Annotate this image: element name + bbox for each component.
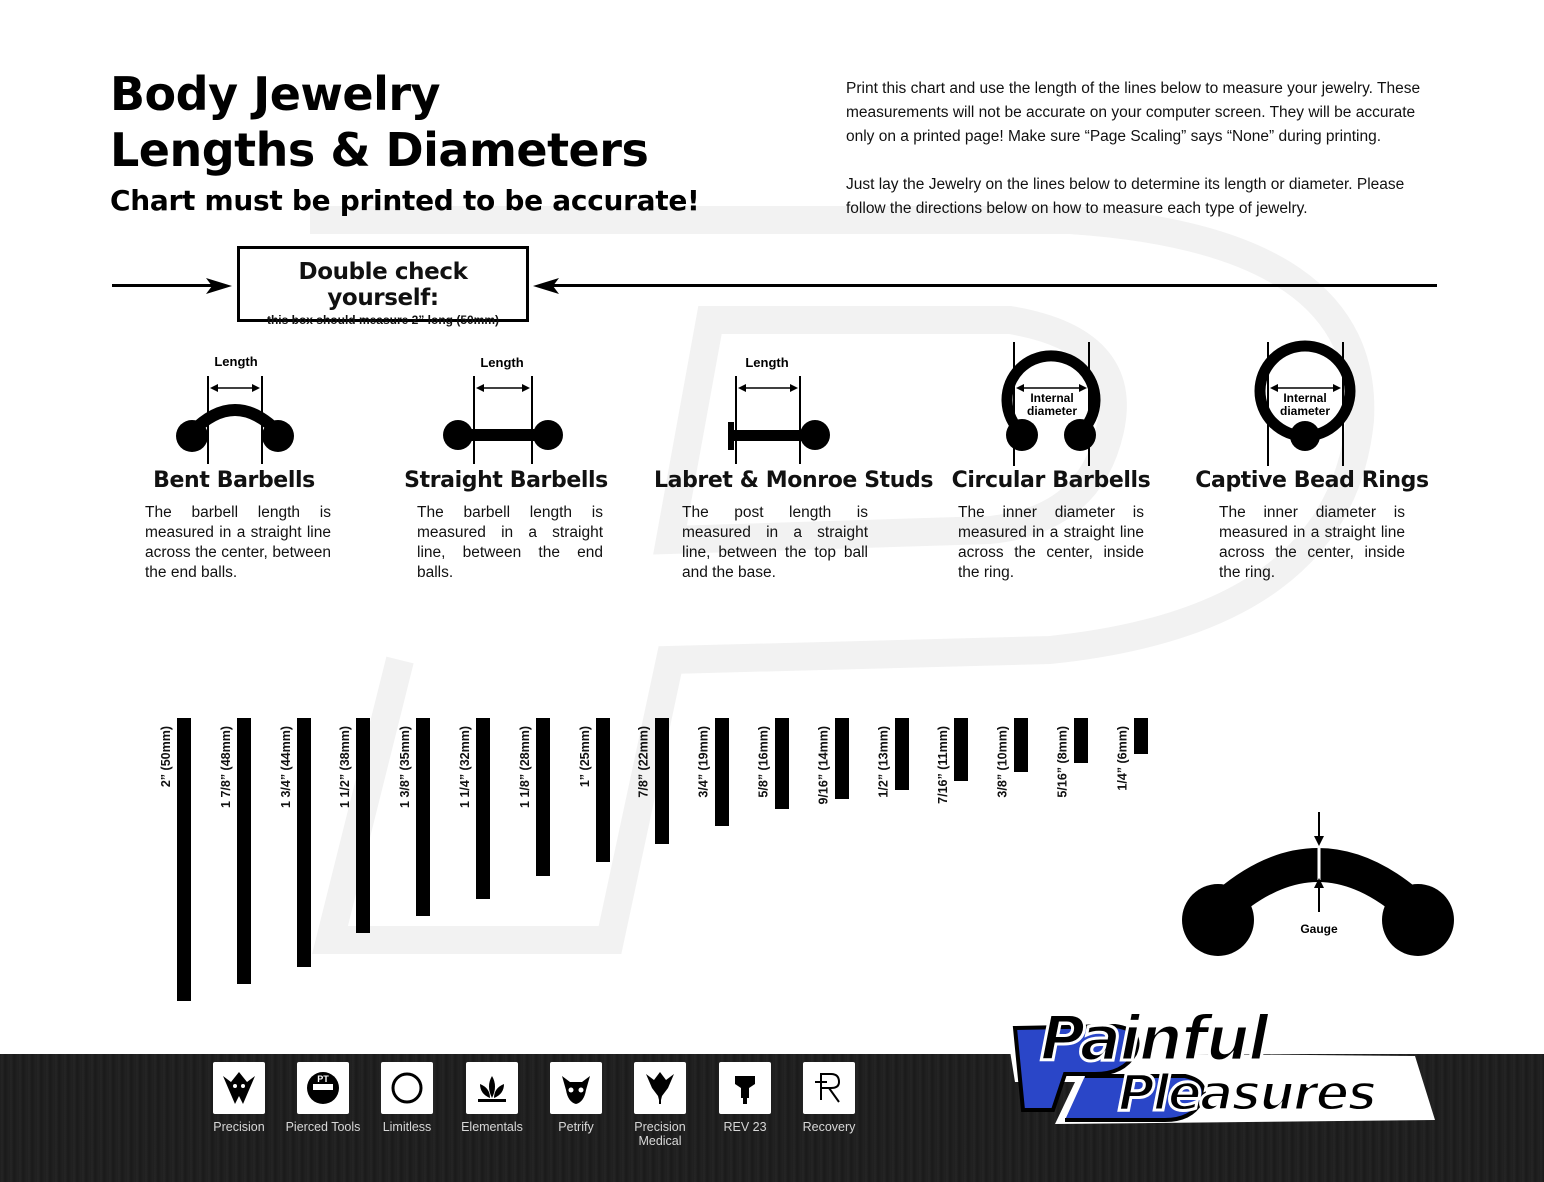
logo-line1: Painful [1040,1002,1268,1075]
double-check-box [237,246,529,327]
measure-bar [536,718,550,876]
intro-paragraph: Print this chart and use the length of the lines below to measure your jewelry. These measurements will not be accurate on your computer screen. They will be accurate only on a printed page! Make sure “Page Scaling” says “None” during printing. [846,80,1421,145]
intro-text [846,77,1426,245]
precision-medical-icon[interactable] [634,1062,686,1114]
jewelry-name: Straight Barbells [404,468,608,493]
measure-bar-label: 3/4” (19mm) [697,726,711,798]
jewelry-name: Captive Bead Rings [1195,468,1429,493]
precision-icon[interactable] [213,1062,265,1114]
labret-stud-icon [654,340,914,470]
measure-bar [416,718,430,916]
measure-bar-label: 7/8” (22mm) [637,726,651,798]
measure-bar-label: 1 7/8” (48mm) [219,726,233,808]
measure-bar-label: 1 1/2” (38mm) [338,726,352,808]
measure-bar-label: 1/4” (6mm) [1116,726,1130,791]
measure-bar [1074,718,1088,763]
brand-label: Pierced Tools [285,1120,361,1134]
diameter-label: diameter [1279,404,1331,418]
measure-bar [954,718,968,781]
gauge-diagram [1178,810,1468,970]
intro-paragraph: Just lay the Jewelry on the lines below to determine its length or diameter. Please follow the directions below on how to measure each type of jewelry. [846,176,1405,217]
measure-bar-label: 1 3/8” (35mm) [398,726,412,808]
elementals-icon[interactable] [466,1062,518,1114]
circular-barbell-icon [921,340,1181,470]
jewelry-description: The inner diameter is measured in a straight line across the center, inside the ring. [958,504,1144,581]
svg-text:PT: PT [317,1074,329,1084]
arrow-right-icon [206,276,232,296]
brand-label: REV 23 [723,1120,767,1134]
arrow-left-icon [533,276,559,296]
recovery-icon[interactable] [803,1062,855,1114]
diameter-label: diameter [1026,404,1078,418]
measure-bar [775,718,789,809]
length-label: Length [745,355,789,370]
measure-bar-label: 5/16” (8mm) [1056,726,1070,798]
captive-bead-ring-icon [1182,340,1442,470]
measure-bar [715,718,729,826]
measure-bar-label: 5/8” (16mm) [757,726,771,798]
measure-bar [1014,718,1028,772]
measure-bar [835,718,849,799]
straight-barbell-icon [376,340,636,470]
jewelry-name: Labret & Monroe Studs [654,468,934,493]
gauge-label: Gauge [1300,922,1338,936]
right-arrow-line [545,284,1437,287]
measure-bar [895,718,909,790]
brand-label: Petrify [558,1120,594,1134]
measure-bar [177,718,191,1001]
check-box-title: Double check yourself: [298,259,468,311]
brand-label: Elementals [461,1120,523,1134]
measure-bar-label: 3/8” (10mm) [996,726,1010,798]
measure-bar-label: 2” (50mm) [159,726,173,788]
pierced-tools-icon[interactable] [297,1062,349,1114]
jewelry-name: Bent Barbells [153,468,315,493]
petrify-icon[interactable] [550,1062,602,1114]
measure-bar-label: 7/16” (11mm) [936,726,950,804]
jewelry-description: The barbell length is measured in a straight line, between the end balls. [417,504,603,581]
jewelry-description: The barbell length is measured in a straight line across the center, between the end balls. [145,504,331,581]
rev-23-icon[interactable] [719,1062,771,1114]
bent-barbell-icon [104,340,364,470]
internal-label: Internal [1283,391,1327,405]
page-subtitle: Chart must be printed to be accurate! [110,184,700,217]
measure-bar-label: 9/16” (14mm) [817,726,831,805]
jewelry-description: The post length is measured in a straight line, between the top ball and the base. [682,504,868,581]
internal-label: Internal [1030,391,1074,405]
measure-bar [297,718,311,967]
logo-line2: Pleasures [1118,1064,1376,1122]
length-label: Length [480,355,524,370]
brand-label: Limitless [382,1120,432,1134]
measure-bar-label: 1/2” (13mm) [877,726,891,798]
measure-bar-label: 1 1/8” (28mm) [518,726,532,808]
measure-bar [356,718,370,933]
length-label: Length [214,354,258,369]
brand-label: Precision Medical [634,1120,686,1148]
measure-bar [655,718,669,844]
limitless-icon[interactable] [381,1062,433,1114]
jewelry-description: The inner diameter is measured in a straight line across the center, inside the ring. [1219,504,1405,581]
measure-bar [596,718,610,862]
measure-bar [237,718,251,984]
measure-bar [476,718,490,899]
brand-label: Precision [213,1120,265,1134]
check-box-subtitle: this box should measure 2” long (50mm) [266,313,500,327]
measure-bar-label: 1 3/4” (44mm) [279,726,293,808]
brand-label: Recovery [802,1120,856,1134]
jewelry-name: Circular Barbells [951,468,1151,493]
measure-bar-label: 1” (25mm) [578,726,592,788]
page-title: Body Jewelry Lengths & Diameters [110,67,649,177]
measure-bar-label: 1 1/4” (32mm) [458,726,472,808]
measure-bar [1134,718,1148,754]
